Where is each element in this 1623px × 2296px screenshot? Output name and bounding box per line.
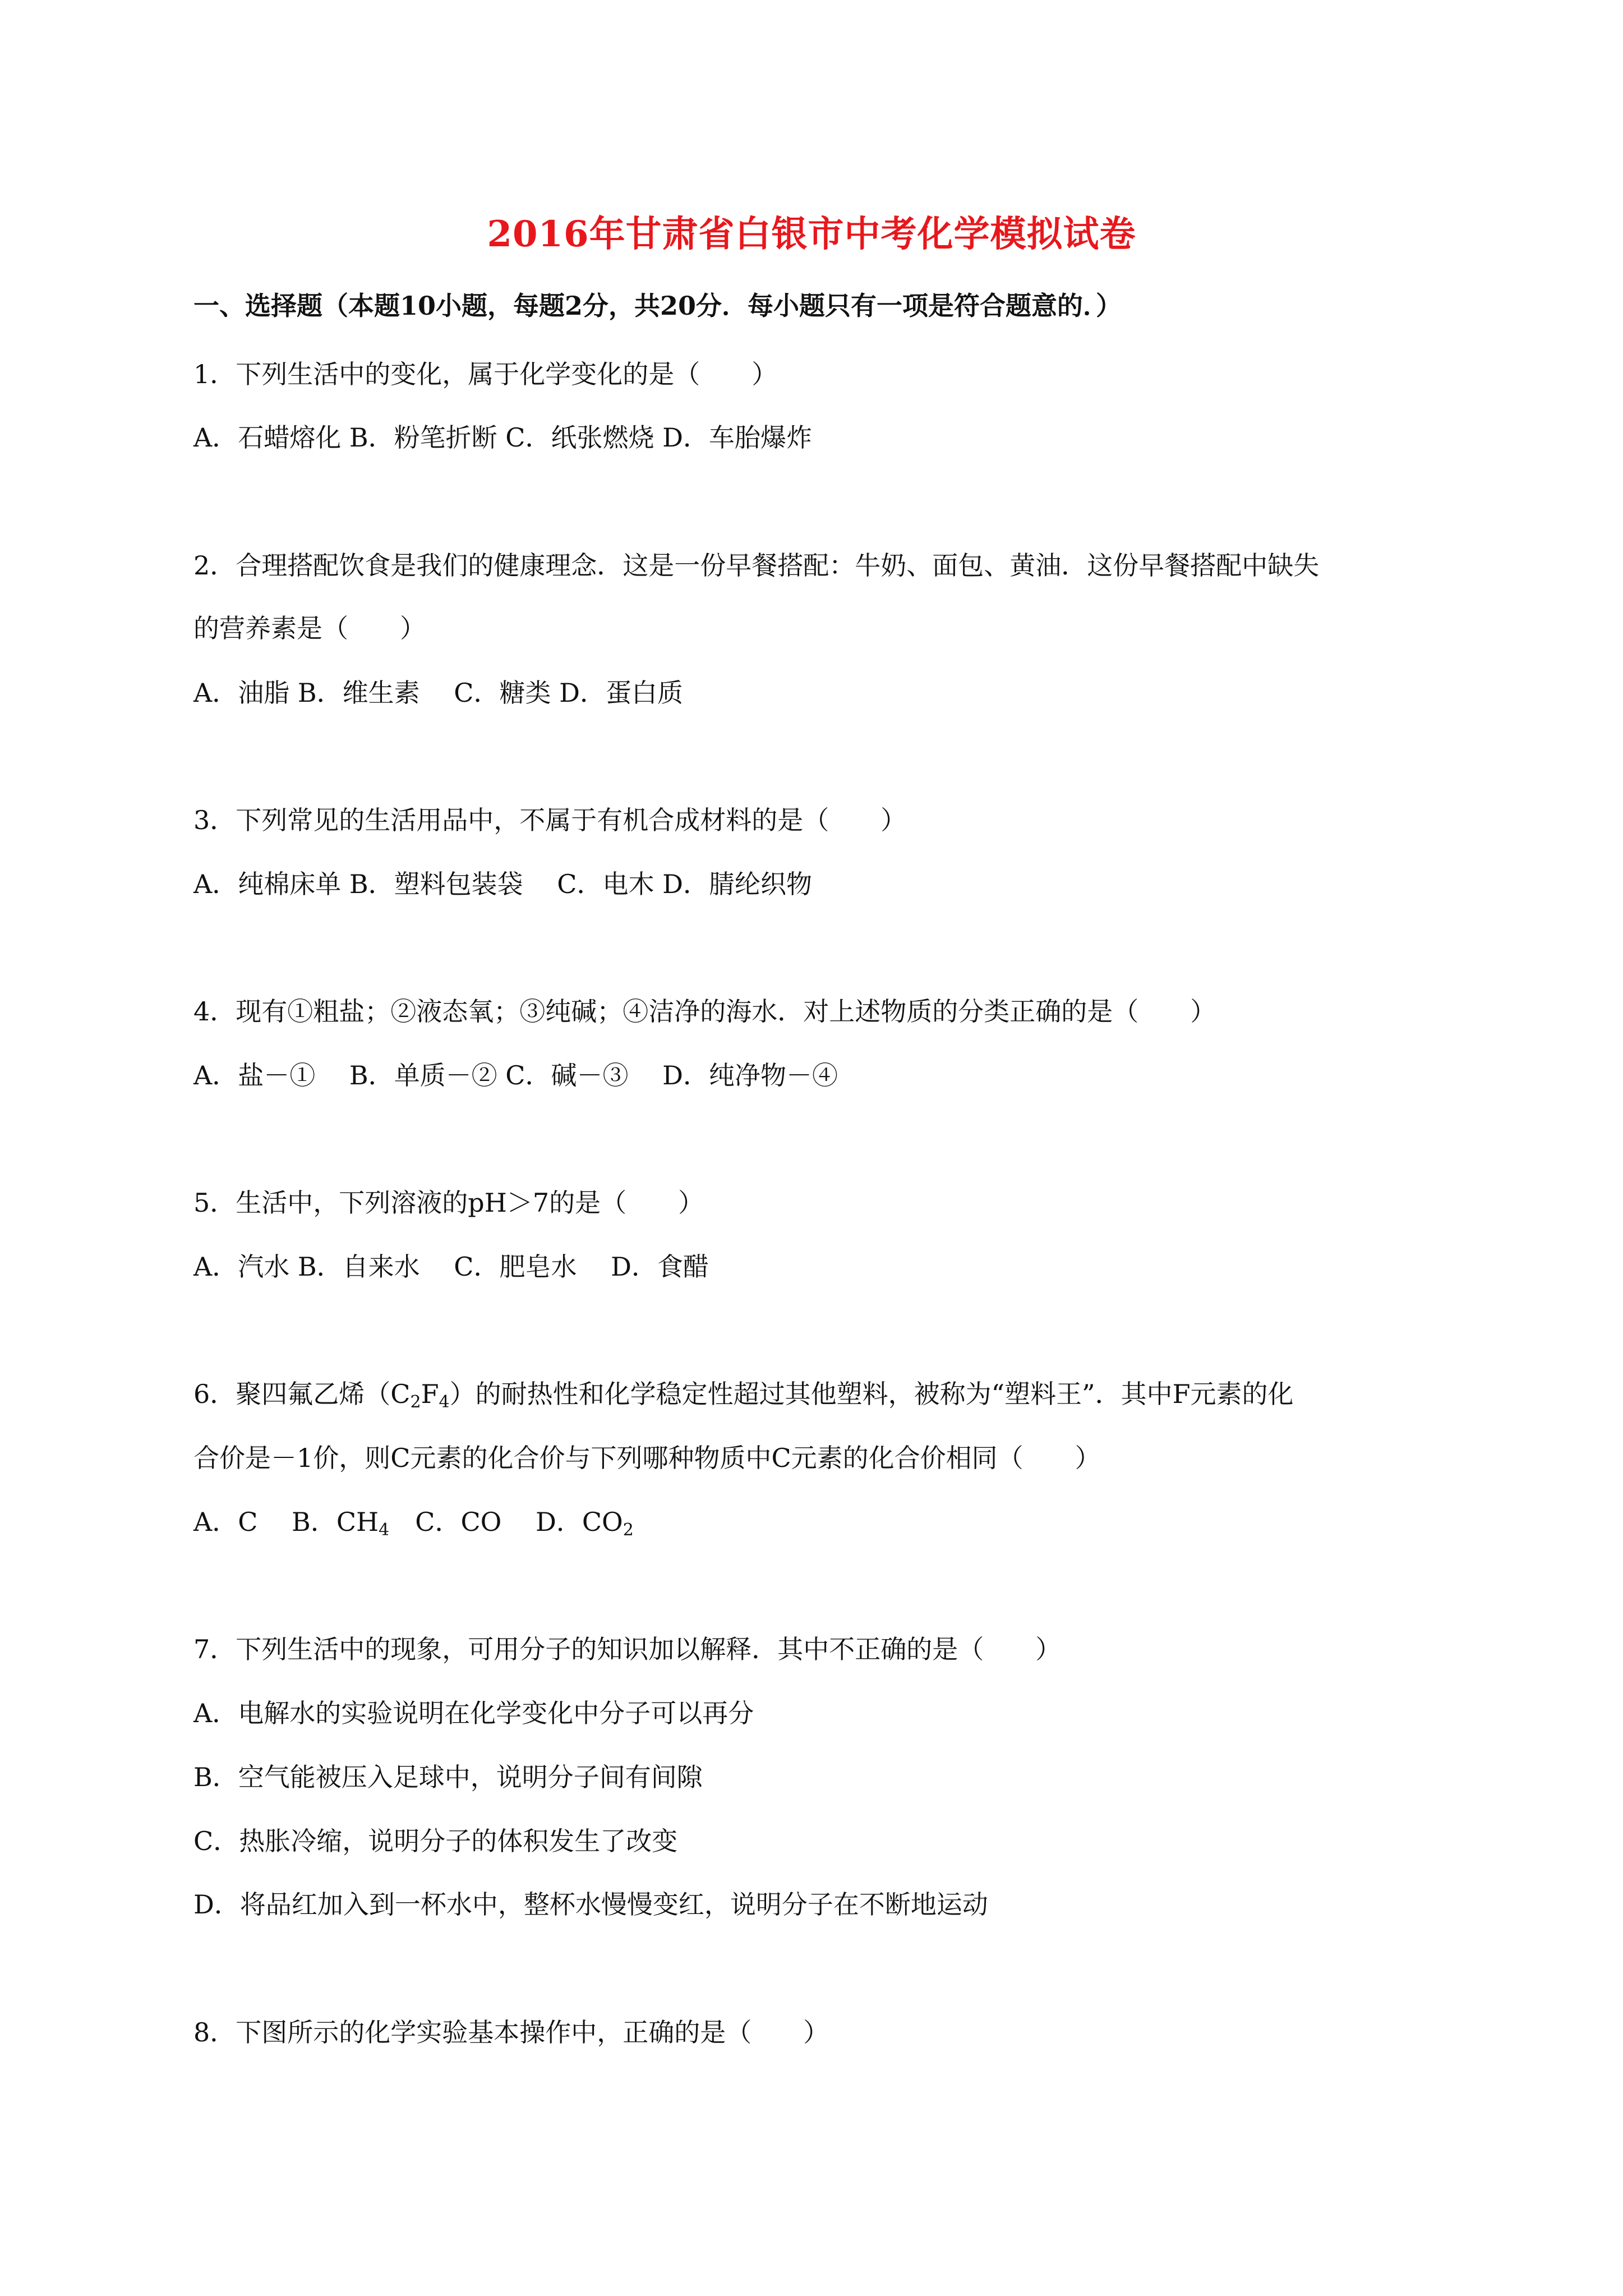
q6-opt-sub-2: 2 (623, 1520, 634, 1540)
page-title: 2016年甘肃省白银市中考化学模拟试卷 (487, 213, 1136, 255)
question-2-stem-line-2: 的营养素是（ ） (193, 613, 426, 643)
question-7-option-b: B．空气能被压入足球中，说明分子间有间隙 (193, 1762, 703, 1792)
q6-text-a: 6．聚四氟乙烯（C (193, 1379, 411, 1409)
question-6-options (193, 1505, 634, 1539)
q6-opt-a: A．C B．CH (193, 1507, 379, 1537)
section-heading: 一、选择题（本题10小题，每题2分，共20分．每小题只有一项是符合题意的．） (193, 291, 1122, 321)
question-7-option-d: D．将品红加入到一杯水中，整杯水慢慢变红，说明分子在不断地运动 (193, 1889, 988, 1920)
question-2-options: A．油脂 B．维生素 C．糖类 D．蛋白质 (193, 678, 683, 708)
question-5-options: A．汽水 B．自来水 C．肥皂水 D．食醋 (193, 1251, 709, 1282)
q6-sub-1: 2 (410, 1392, 421, 1412)
q6-text-c: ）的耐热性和化学稳定性超过其他塑料，被称为“塑料王”．其中F元素的化 (449, 1379, 1294, 1409)
question-1-stem: 1．下列生活中的变化，属于化学变化的是（ ） (193, 359, 778, 389)
question-5-stem: 5．生活中，下列溶液的pH＞7的是（ ） (193, 1188, 704, 1218)
question-3-options: A．纯棉床单 B．塑料包装袋 C．电木 D．腈纶织物 (193, 869, 812, 899)
question-2-stem-line-1: 2．合理搭配饮食是我们的健康理念．这是一份早餐搭配：牛奶、面包、黄油．这份早餐搭配中缺失 (193, 550, 1320, 581)
question-6-stem-line-2: 合价是－1价，则C元素的化合价与下列哪种物质中C元素的化合价相同（ ） (193, 1443, 1101, 1473)
q6-sub-2: 4 (439, 1392, 450, 1412)
question-4-stem: 4．现有①粗盐；②液态氧；③纯碱；④洁净的海水．对上述物质的分类正确的是（ ） (193, 996, 1216, 1027)
question-4-options: A．盐－① B．单质－② C．碱－③ D．纯净物－④ (193, 1060, 838, 1091)
question-7-stem: 7．下列生活中的现象，可用分子的知识加以解释．其中不正确的是（ ） (193, 1634, 1062, 1664)
question-8-stem: 8．下图所示的化学实验基本操作中，正确的是（ ） (193, 2017, 829, 2047)
question-6-stem-line-1 (193, 1377, 1294, 1411)
q6-opt-sub-1: 4 (379, 1520, 390, 1540)
q6-opt-b: C．CO D．CO (389, 1507, 623, 1537)
question-1-options: A．石蜡熔化 B．粉笔折断 C．纸张燃烧 D．车胎爆炸 (193, 422, 812, 453)
question-7-option-c: C．热胀冷缩，说明分子的体积发生了改变 (193, 1826, 678, 1856)
question-3-stem: 3．下列常见的生活用品中，不属于有机合成材料的是（ ） (193, 805, 907, 835)
q6-text-b: F (421, 1379, 439, 1409)
question-7-option-a: A．电解水的实验说明在化学变化中分子可以再分 (193, 1698, 754, 1728)
